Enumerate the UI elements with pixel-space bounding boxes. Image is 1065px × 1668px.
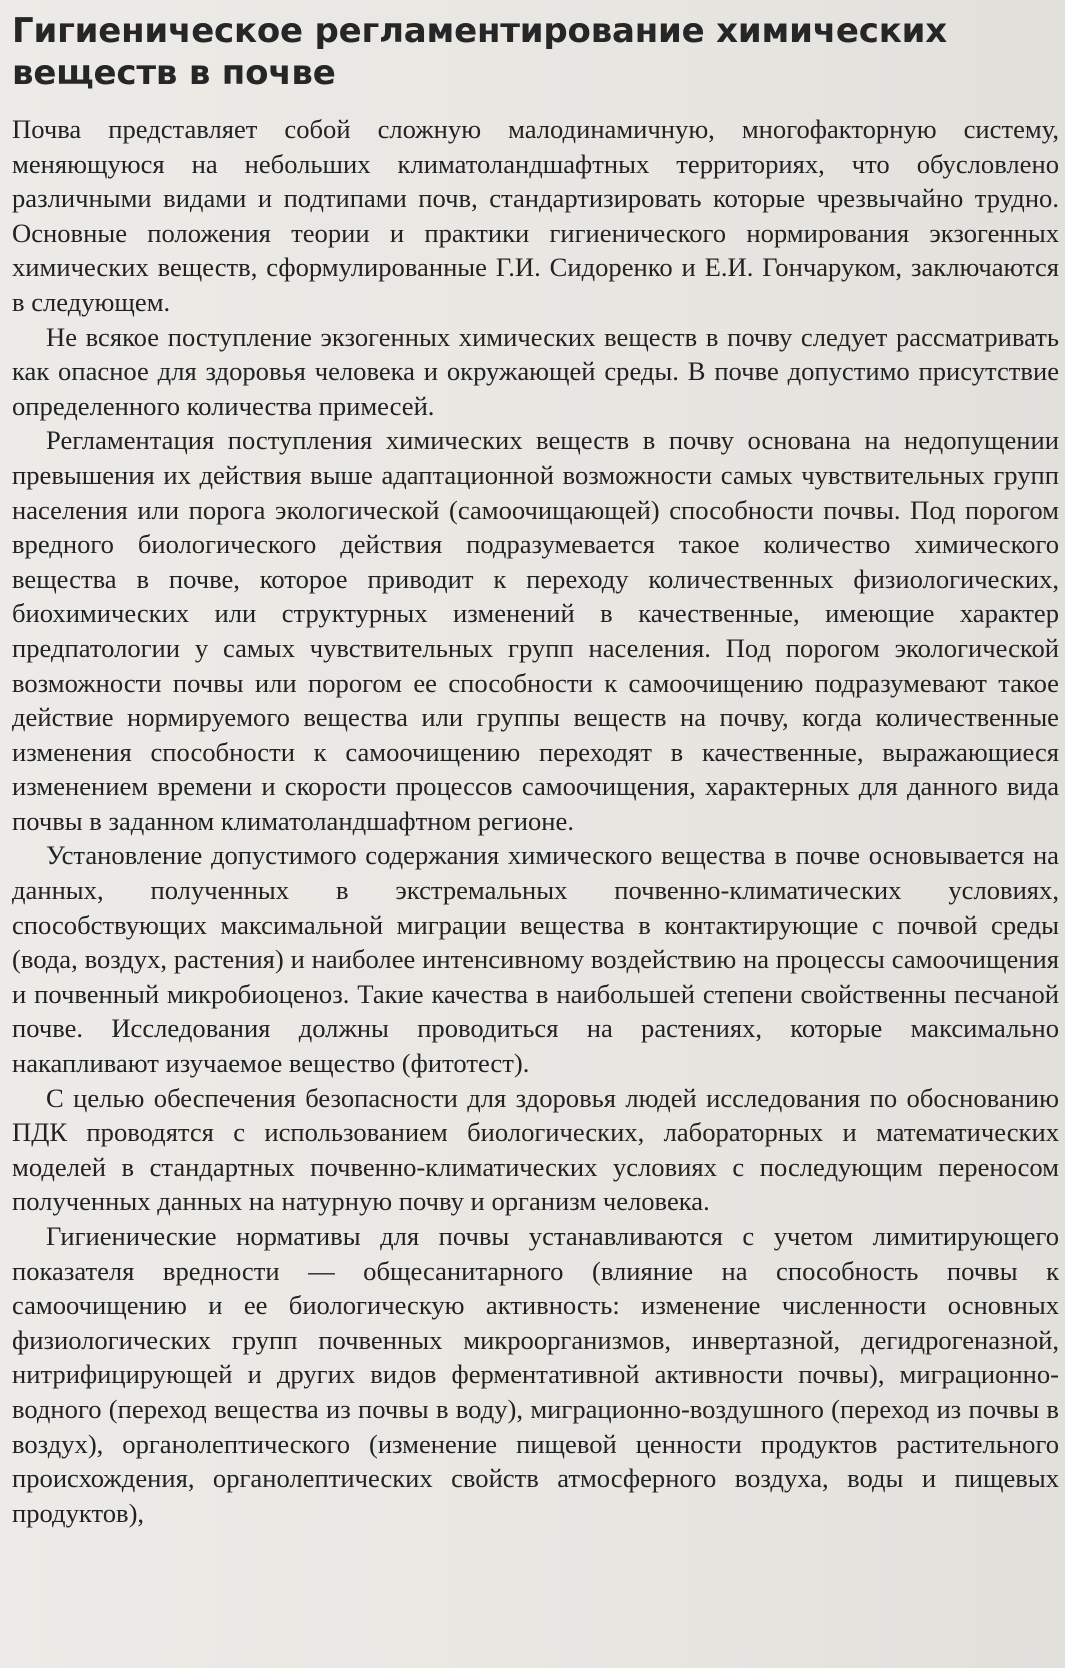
section-body	[12, 112, 1059, 1530]
paragraph-mac-justification: С целью обеспечения безопасности для здоровья людей исследования по обоснованию ПДК проводятся с использованием биологических, лабораторных и математических моделей в стандартных почвенно-климатических условиях с последующим переносом полученных данных на натурную почву и организм человека.	[12, 1082, 1059, 1217]
paragraph-hygienic-standards: Гигиенические нормативы для почвы устанавливаются с учетом лимитирующего показателя вредности — общесанитарного (влияние на способность почвы к самоочищению и ее биологическую активность: изменение численности основных физиологических групп почвенных микроорганизмов, инвертазной, дегидрогеназной, нитрифицирующей и других видов ферментативной активности почвы), миграционно-водного (переход вещества из почвы в воду), миграционно-воздушного (переход из почвы в воздух), органолептического (изменение пищевой ценности продуктов растительного происхождения, органолептических свойств атмосферного воздуха, воды и пищевых продуктов),	[12, 1221, 1059, 1528]
paragraph-soil-system: Почва представляет собой сложную малодинамичную, многофакторную систему, меняющуюся на небольших климатоландшафтных территориях, что обусловлено различными видами и подтипами почв, стандартизировать которые чрезвычайно трудно. Основные положения теории и практики гигиенического нормирования экзогенных химических веществ, сформулированные Г.И. Сидоренко и Е.И. Гончаруком, заключаются в следующем.	[12, 114, 1059, 317]
section-heading: Гигиеническое регламентирование химических веществ в почве	[12, 11, 947, 93]
paragraph-permissible-content: Установление допустимого содержания химического вещества в почве основывается на данных, полученных в экстремальных почвенно-климатических условиях, способствующих максимальной миграции вещества в контактирующие с почвой среды (вода, воздух, растения) и наиболее интенсивному воздействию на процессы самоочищения и почвенный микробиоценоз. Такие качества в наибольшей степени свойственны песчаной почве. Исследования должны проводиться на растениях, которые максимально накапливают изучаемое вещество (фитотест).	[12, 840, 1059, 1079]
paragraph-regulation-thresholds: Регламентация поступления химических веществ в почву основана на недопущении превышения их действия выше адаптационной возможности самых чувствительных групп населения или порога экологической (самоочищающей) способности почвы. Под порогом вредного биологического действия подразумевается такое количество химического вещества в почве, которое приводит к переходу количественных физиологических, биохимических или структурных изменений в качественные, имеющие характер предпатологии у самых чувствительных групп населения. Под порогом экологической возможности почвы или порогом ее способности к самоочищению подразумевают такое действие нормируемого вещества или группы веществ на почву, когда количественные изменения способности к самоочищению переходят в качественные, выражающиеся изменением времени и скорости процессов самоочищения, характерных для данного вида почвы в заданном климатоландшафтном регионе.	[12, 425, 1059, 836]
paragraph-exogenous-intake: Не всякое поступление экзогенных химических веществ в почву следует рассматривать как опасное для здоровья человека и окружающей среды. В почве допустимо присутствие определенного количества примесей.	[12, 321, 1059, 421]
